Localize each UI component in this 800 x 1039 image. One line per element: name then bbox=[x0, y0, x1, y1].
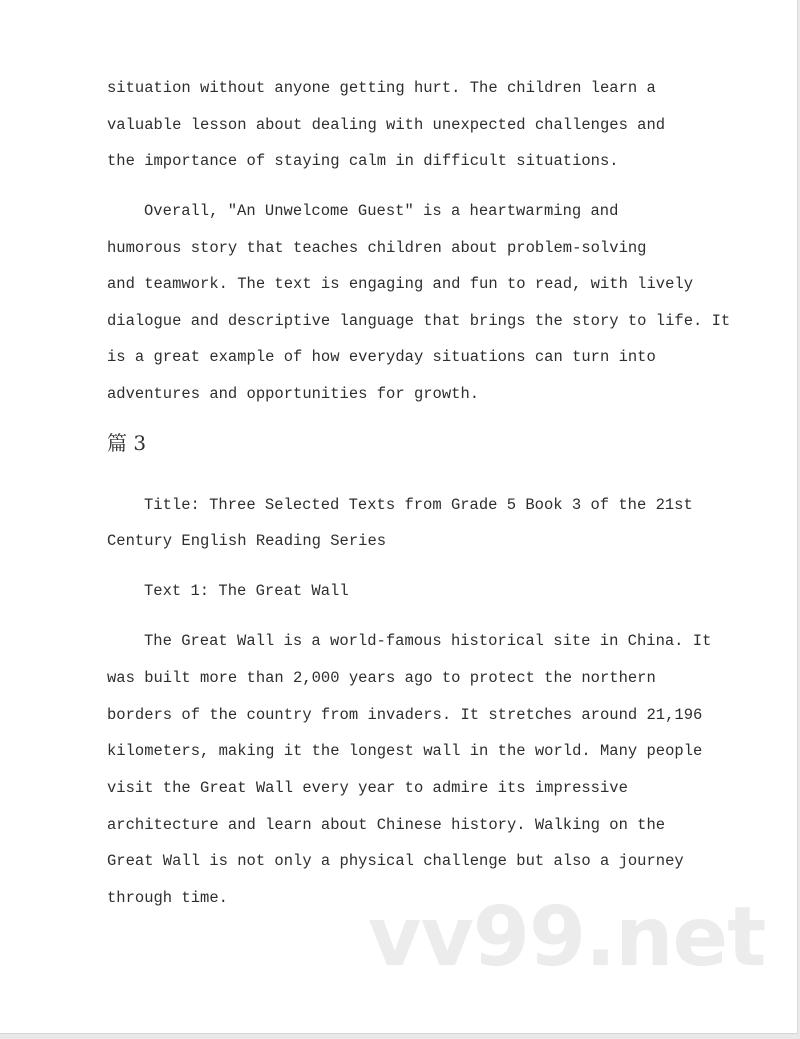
paragraph-line: Century English Reading Series bbox=[107, 532, 387, 550]
paragraph-line: kilometers, making it the longest wall in the world. Many people bbox=[107, 742, 703, 760]
section-heading: 篇 3 bbox=[107, 431, 147, 455]
paragraph-line: Overall, "An Unwelcome Guest" is a heartwarming and bbox=[144, 202, 619, 220]
paragraph-line: situation without anyone getting hurt. The children learn a bbox=[107, 79, 656, 97]
paragraph-line: is a great example of how everyday situations can turn into bbox=[107, 348, 656, 366]
paragraph-line: visit the Great Wall every year to admire its impressive bbox=[107, 779, 628, 797]
paragraph-line: dialogue and descriptive language that brings the story to life. It bbox=[107, 312, 731, 330]
paragraph-line: Great Wall is not only a physical challenge but also a journey bbox=[107, 852, 684, 870]
paragraph-line: adventures and opportunities for growth. bbox=[107, 385, 480, 403]
paragraph-line: through time. bbox=[107, 889, 228, 907]
paragraph-line: the importance of staying calm in difficult situations. bbox=[107, 152, 619, 170]
paragraph-line: The Great Wall is a world-famous historical site in China. It bbox=[144, 632, 712, 650]
paragraph-line: was built more than 2,000 years ago to protect the northern bbox=[107, 669, 656, 687]
paragraph-line: humorous story that teaches children about problem-solving bbox=[107, 239, 647, 257]
paragraph-line: Title: Three Selected Texts from Grade 5 Book 3 of the 21st bbox=[144, 496, 693, 514]
paragraph-line: valuable lesson about dealing with unexpected challenges and bbox=[107, 116, 666, 134]
paragraph-line: borders of the country from invaders. It stretches around 21,196 bbox=[107, 706, 703, 724]
watermark: vv99.net bbox=[368, 890, 766, 985]
paragraph-line: and teamwork. The text is engaging and fun to read, with lively bbox=[107, 275, 693, 293]
paragraph-line: Text 1: The Great Wall bbox=[144, 582, 349, 600]
paragraph-line: architecture and learn about Chinese history. Walking on the bbox=[107, 816, 666, 834]
